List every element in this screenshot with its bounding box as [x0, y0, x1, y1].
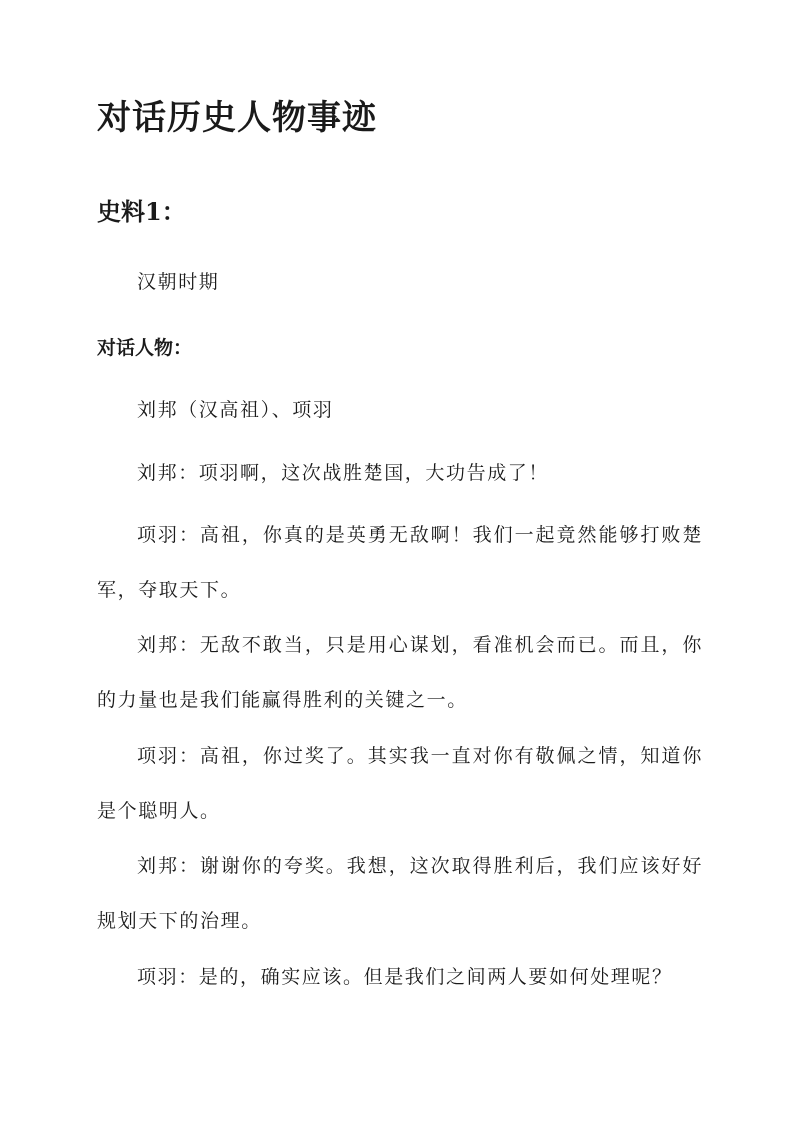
- dialogue-line: 刘邦：谢谢你的夸奖。我想，这次取得胜利后，我们应该好好规划天下的治理。: [97, 855, 703, 932]
- dialogue-line: 刘邦：项羽啊，这次战胜楚国，大功告成了！: [137, 462, 550, 484]
- dialogue-line: 项羽：高祖，你真的是英勇无敌啊！我们一起竟然能够打败楚军，夺取天下。: [97, 524, 703, 601]
- dialogue-line: 刘邦：无敌不敢当，只是用心谋划，看准机会而已。而且，你的力量也是我们能赢得胜利的关键之一。: [97, 634, 703, 711]
- dialogue-line: 项羽：高祖，你过奖了。其实我一直对你有敬佩之情，知道你是个聪明人。: [97, 745, 703, 822]
- era-text: 汉朝时期: [137, 271, 220, 293]
- participants-label: 对话人物：: [97, 337, 193, 359]
- document-title: 对话历史人物事迹: [97, 98, 377, 138]
- dialogue-line: 项羽：是的，确实应该。但是我们之间两人要如何处理呢？: [137, 966, 673, 988]
- participants-text: 刘邦（汉高祖）、项羽: [137, 399, 334, 421]
- section-title: 史料1：: [97, 197, 186, 226]
